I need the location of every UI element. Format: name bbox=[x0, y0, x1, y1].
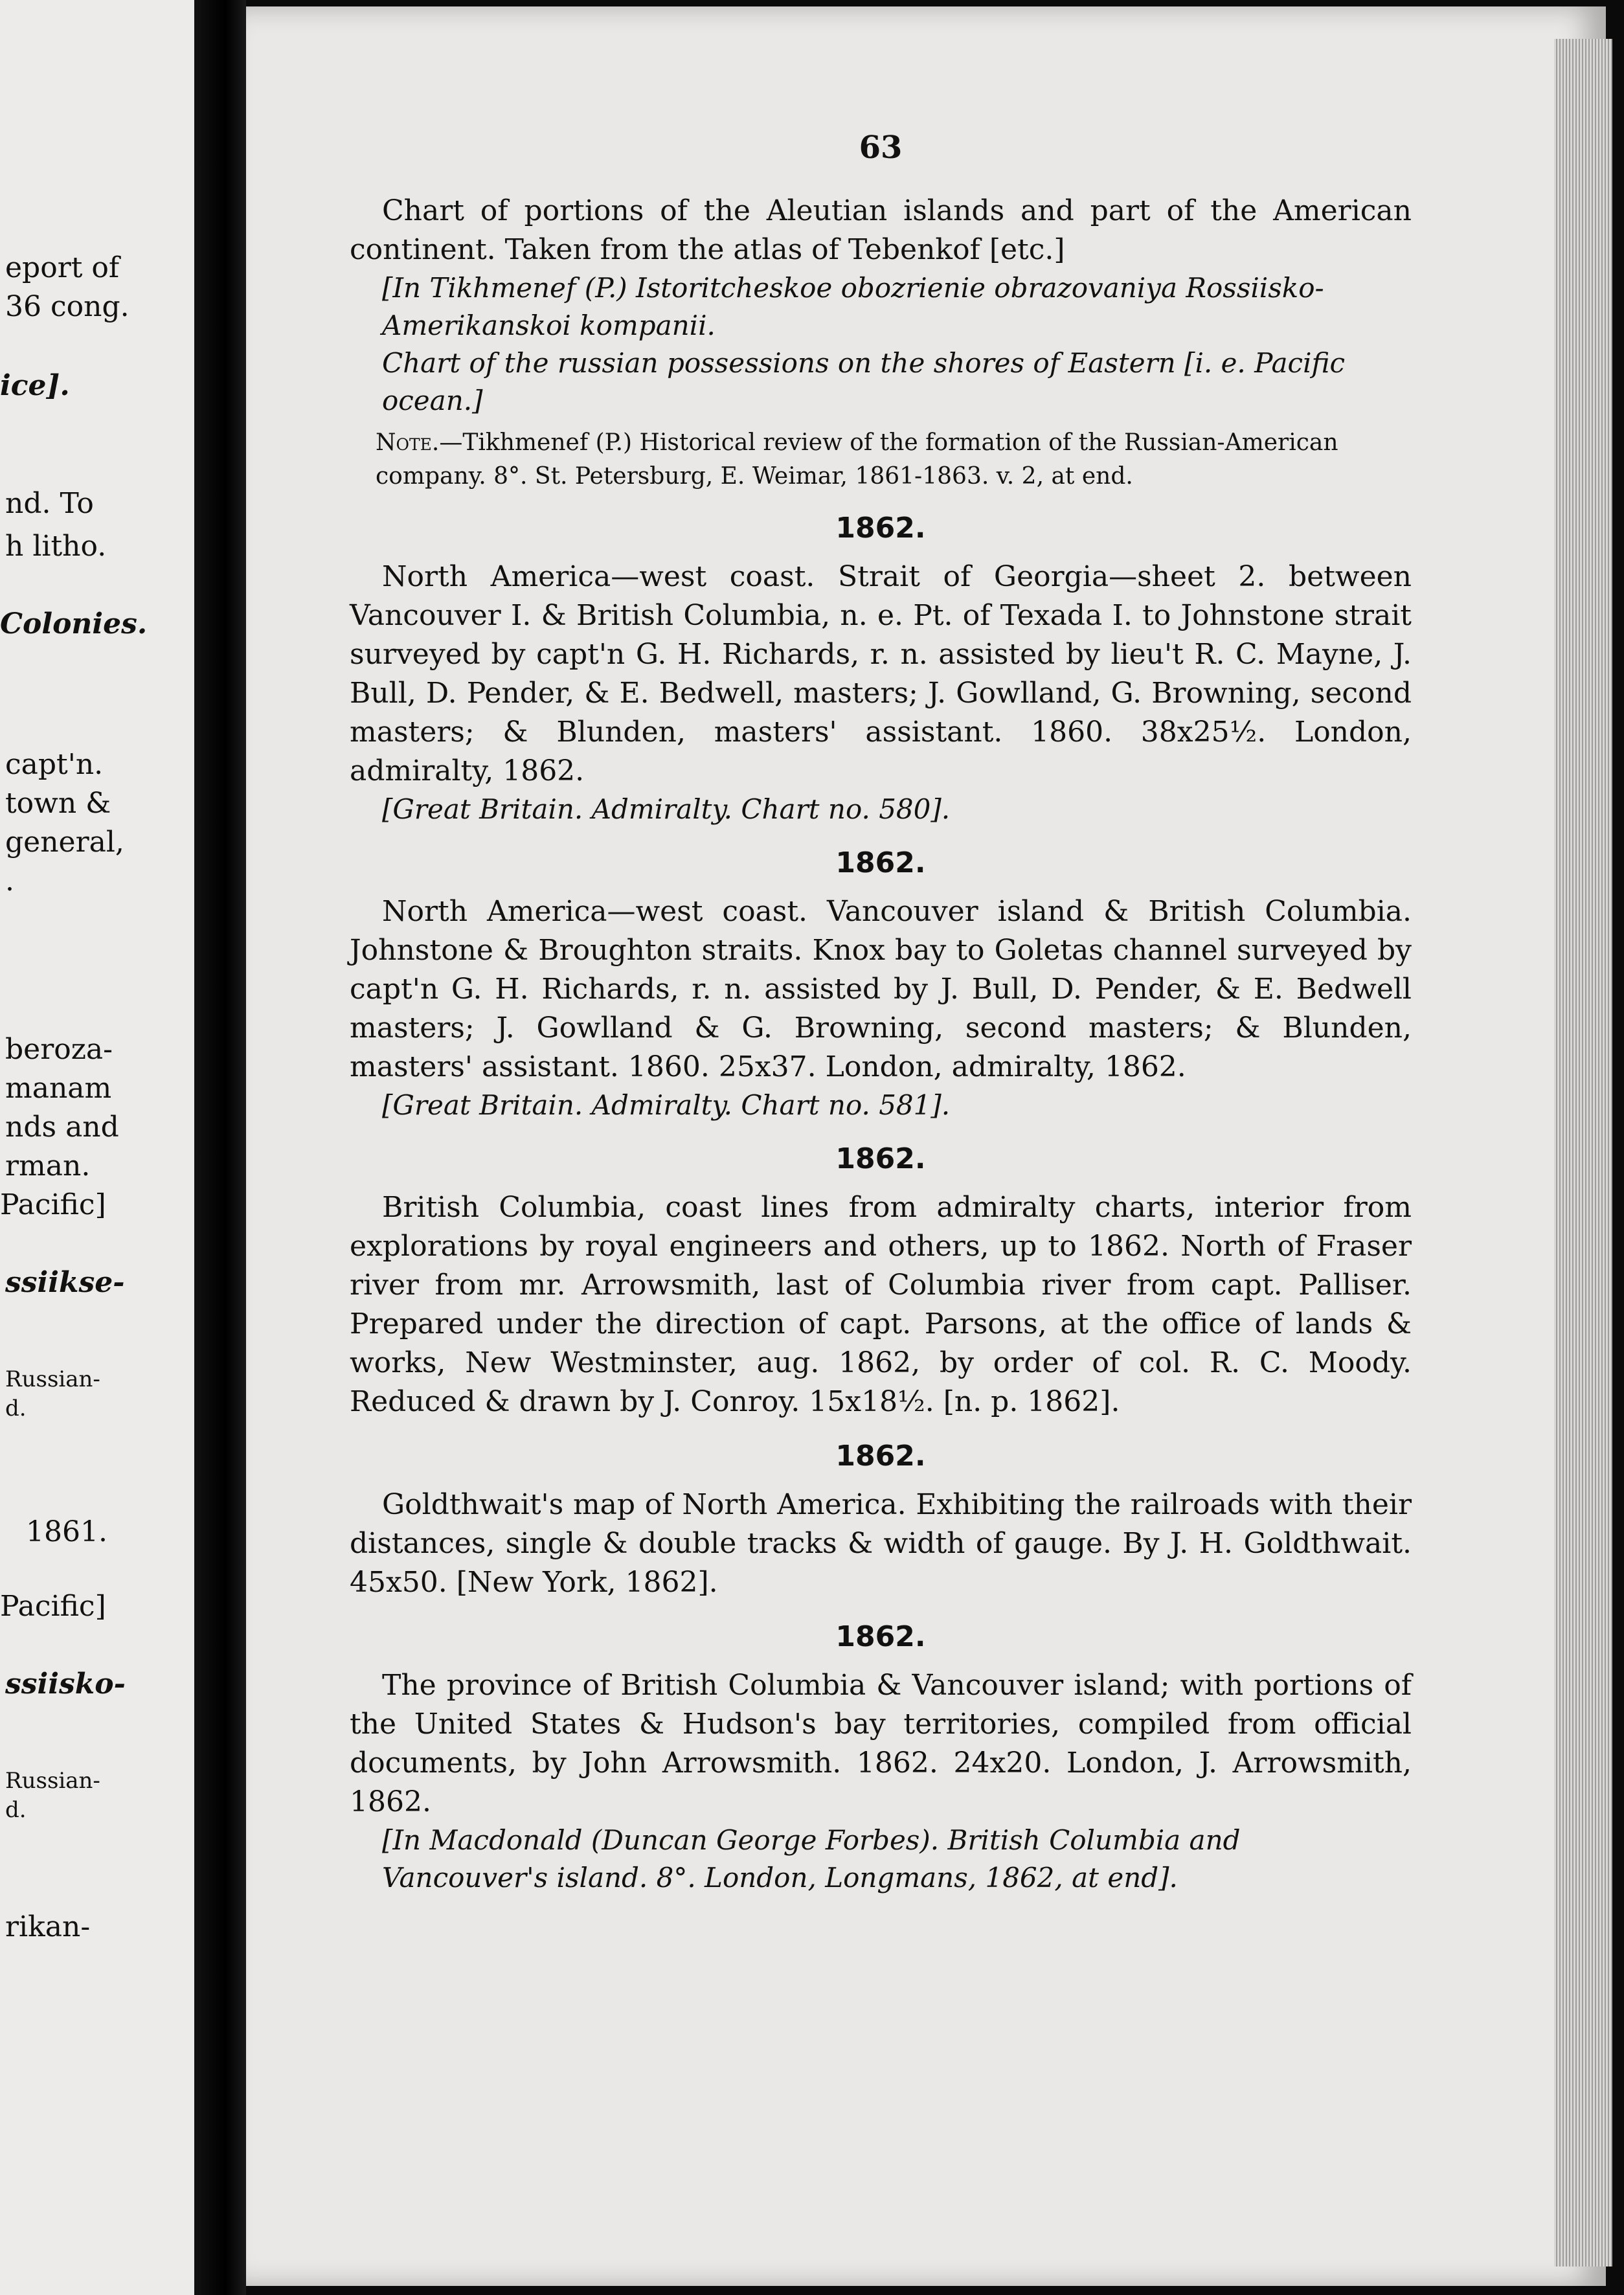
entry bbox=[350, 1188, 1412, 1421]
left-fragment: Pacific] bbox=[0, 1188, 106, 1221]
entry-reference: [Great Britain. Admiralty. Chart no. 580]. bbox=[382, 793, 951, 825]
entry-description: Chart of portions of the Aleutian islands and part of the American continent. Taken from the atlas of Tebenkof [etc.] bbox=[350, 194, 1412, 266]
entry-reference: [In Macdonald (Duncan George Forbes). British Columbia and Vancouver's island. 8°. London, Longmans, 1862, at end]. bbox=[382, 1824, 1241, 1894]
page-content bbox=[350, 130, 1412, 1910]
left-fragment: capt'n. bbox=[5, 748, 104, 781]
note-label: Note. bbox=[376, 429, 440, 456]
left-fragment: d. bbox=[5, 1797, 27, 1823]
entry-description: Goldthwait's map of North America. Exhibiting the railroads with their distances, single & double tracks & width of gauge. By J. H. Goldthwait. 45x50. [New York, 1862]. bbox=[350, 1488, 1412, 1599]
left-fragment: Russian- bbox=[5, 1768, 100, 1794]
entry-description: British Columbia, coast lines from admiralty charts, interior from explorations by royal engineers and others, up to 1862. North of Fraser river from mr. Arrowsmith, last of Columbia river from capt. Palliser. Prepared under the direction of capt. Parsons, at the office of lands & works, New Westminster, aug. 1862, by order of col. R. C. Moody. Reduced & drawn by J. Conroy. 15x18½. [n. p. 1862]. bbox=[350, 1191, 1412, 1418]
left-fragment: rikan- bbox=[5, 1910, 91, 1943]
left-fragment: Russian- bbox=[5, 1366, 100, 1392]
entry-year: 1862. bbox=[835, 1142, 926, 1175]
left-fragment: general, bbox=[5, 826, 124, 859]
left-fragment: town & bbox=[5, 787, 111, 820]
page-number: 63 bbox=[859, 130, 903, 166]
left-fragment: . bbox=[5, 865, 14, 898]
entry-description: The province of British Columbia & Vancouver island; with portions of the United States & Hudson's bay territories, compiled from official documents, by John Arrowsmith. 1862. 24x20. London, J. Arrowsmith, 1862. bbox=[350, 1669, 1412, 1818]
left-fragment: nd. To bbox=[5, 487, 94, 520]
entry-description: North America—west coast. Strait of Georgia—sheet 2. between Vancouver I. & British Columbia, n. e. Pt. of Texada I. to Johnstone strait surveyed by capt'n G. H. Richards, r. n. assisted by lieu't R. C. Mayne, J. Bull, D. Pender, & E. Bedwell, masters; J. Gowlland, G. Browning, second masters; & Blunden, masters' assistant. 1860. 38x25½. London, admiralty, 1862. bbox=[350, 560, 1412, 787]
left-fragment: eport of bbox=[5, 251, 120, 284]
left-fragment: ssiisko- bbox=[5, 1668, 126, 1701]
entry bbox=[350, 892, 1412, 1124]
page-edges bbox=[1554, 39, 1612, 2267]
entry-year: 1862. bbox=[835, 1440, 926, 1473]
left-fragment: 36 cong. bbox=[5, 290, 130, 323]
left-fragment: beroza- bbox=[5, 1033, 113, 1066]
book-gutter bbox=[194, 0, 246, 2295]
left-page bbox=[0, 0, 194, 2295]
entry-reference: [In Tikhmenef (P.) Istoritcheskoe obozrienie obrazovaniya Rossiisko-Amerikanskoi kompanii. bbox=[382, 272, 1324, 341]
left-fragment: ssiikse- bbox=[5, 1266, 125, 1299]
entry-description: North America—west coast. Vancouver island & British Columbia. Johnstone & Broughton straits. Knox bay to Goletas channel surveyed by capt'n G. H. Richards, r. n. assisted by J. Bull, D. Pender, & E. Bedwell masters; J. Gowlland & G. Browning, second masters; & Blunden, masters' assistant. 1860. 25x37. London, admiralty, 1862. bbox=[350, 895, 1412, 1083]
entry-note bbox=[350, 426, 1412, 493]
entry-reference: Chart of the russian possessions on the shores of Eastern [i. e. Pacific ocean.] bbox=[382, 347, 1346, 416]
entry bbox=[350, 1486, 1412, 1602]
left-fragment: manam bbox=[5, 1072, 112, 1105]
entry-year: 1862. bbox=[835, 846, 926, 879]
entry-year: 1862. bbox=[835, 512, 926, 545]
note-text: —Tikhmenef (P.) Historical review of the formation of the Russian-American company. 8°. St. Petersburg, E. Weimar, 1861-1863. v. 2, at end. bbox=[376, 429, 1338, 490]
left-fragment: Colonies. bbox=[0, 607, 148, 640]
left-fragment: Pacific] bbox=[0, 1590, 106, 1623]
entry bbox=[350, 192, 1412, 493]
left-fragment: h litho. bbox=[5, 530, 107, 563]
entry-year: 1862. bbox=[835, 1620, 926, 1653]
entry-reference: [Great Britain. Admiralty. Chart no. 581]. bbox=[382, 1089, 951, 1121]
left-fragment: d. bbox=[5, 1396, 27, 1421]
left-fragment: rman. bbox=[5, 1149, 91, 1182]
left-fragment: ice]. bbox=[0, 369, 70, 402]
entry bbox=[350, 558, 1412, 828]
left-fragment: nds and bbox=[5, 1111, 119, 1144]
entry bbox=[350, 1666, 1412, 1897]
left-fragment: 1861. bbox=[26, 1515, 107, 1548]
